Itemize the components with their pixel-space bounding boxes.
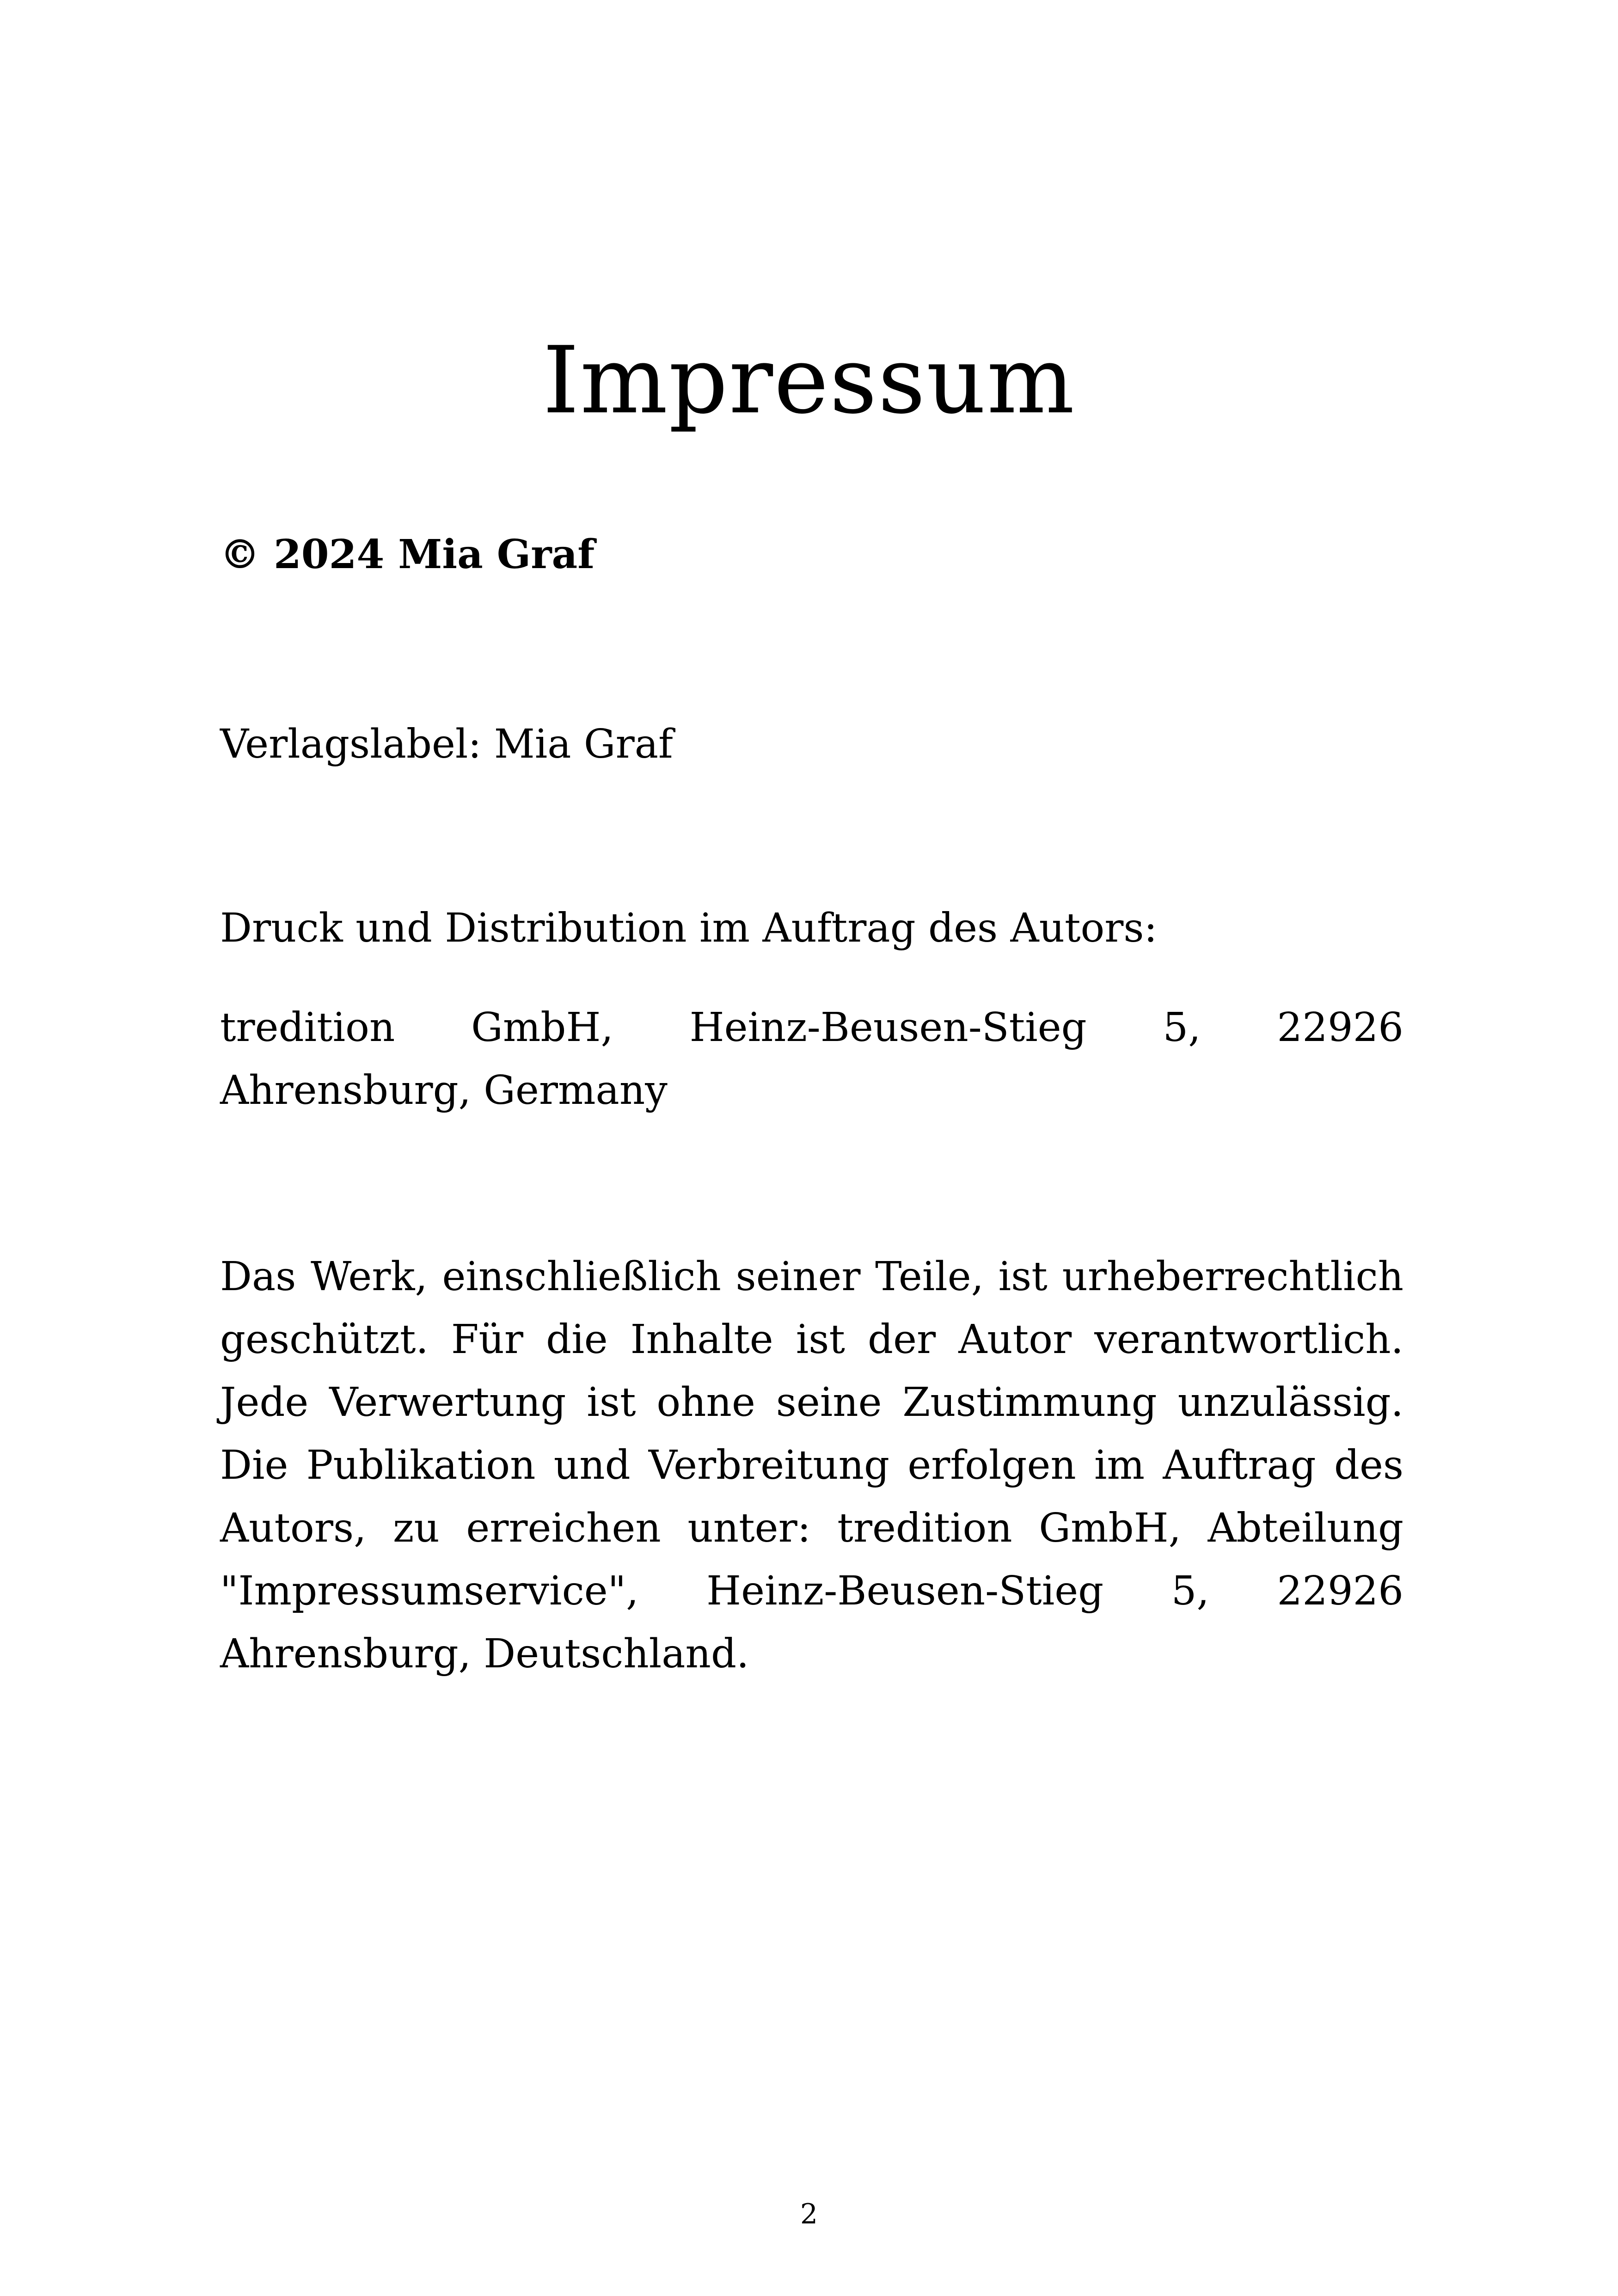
print-distribution-heading: Druck und Distribution im Auftrag des Autors: bbox=[220, 905, 1158, 951]
page-number: 2 bbox=[800, 2198, 818, 2230]
print-distribution-address: tredition GmbH, Heinz-Beusen-Stieg 5, 22926 Ahrensburg, Germany bbox=[220, 1004, 1403, 1114]
copyright-notice: © 2024 Mia Graf bbox=[220, 531, 595, 578]
page-title: Impressum bbox=[542, 327, 1076, 435]
publisher-label: Verlagslabel: Mia Graf bbox=[220, 721, 673, 767]
legal-notice-paragraph: Das Werk, einschließlich seiner Teile, ist urheberrechtlich geschützt. Für die Inhalte ist der Autor verantwortlich. Jede Verwertung ist ohne seine Zustimmung unzulässig. Die Publikation und Verbreitung erfolgen im Auftrag des Autors, zu erreichen unter: tredition GmbH, Abteilung "Impressumservice", Heinz-Beusen-Stieg 5, 22926 Ahrensburg, Deutschland. bbox=[220, 1254, 1403, 1677]
